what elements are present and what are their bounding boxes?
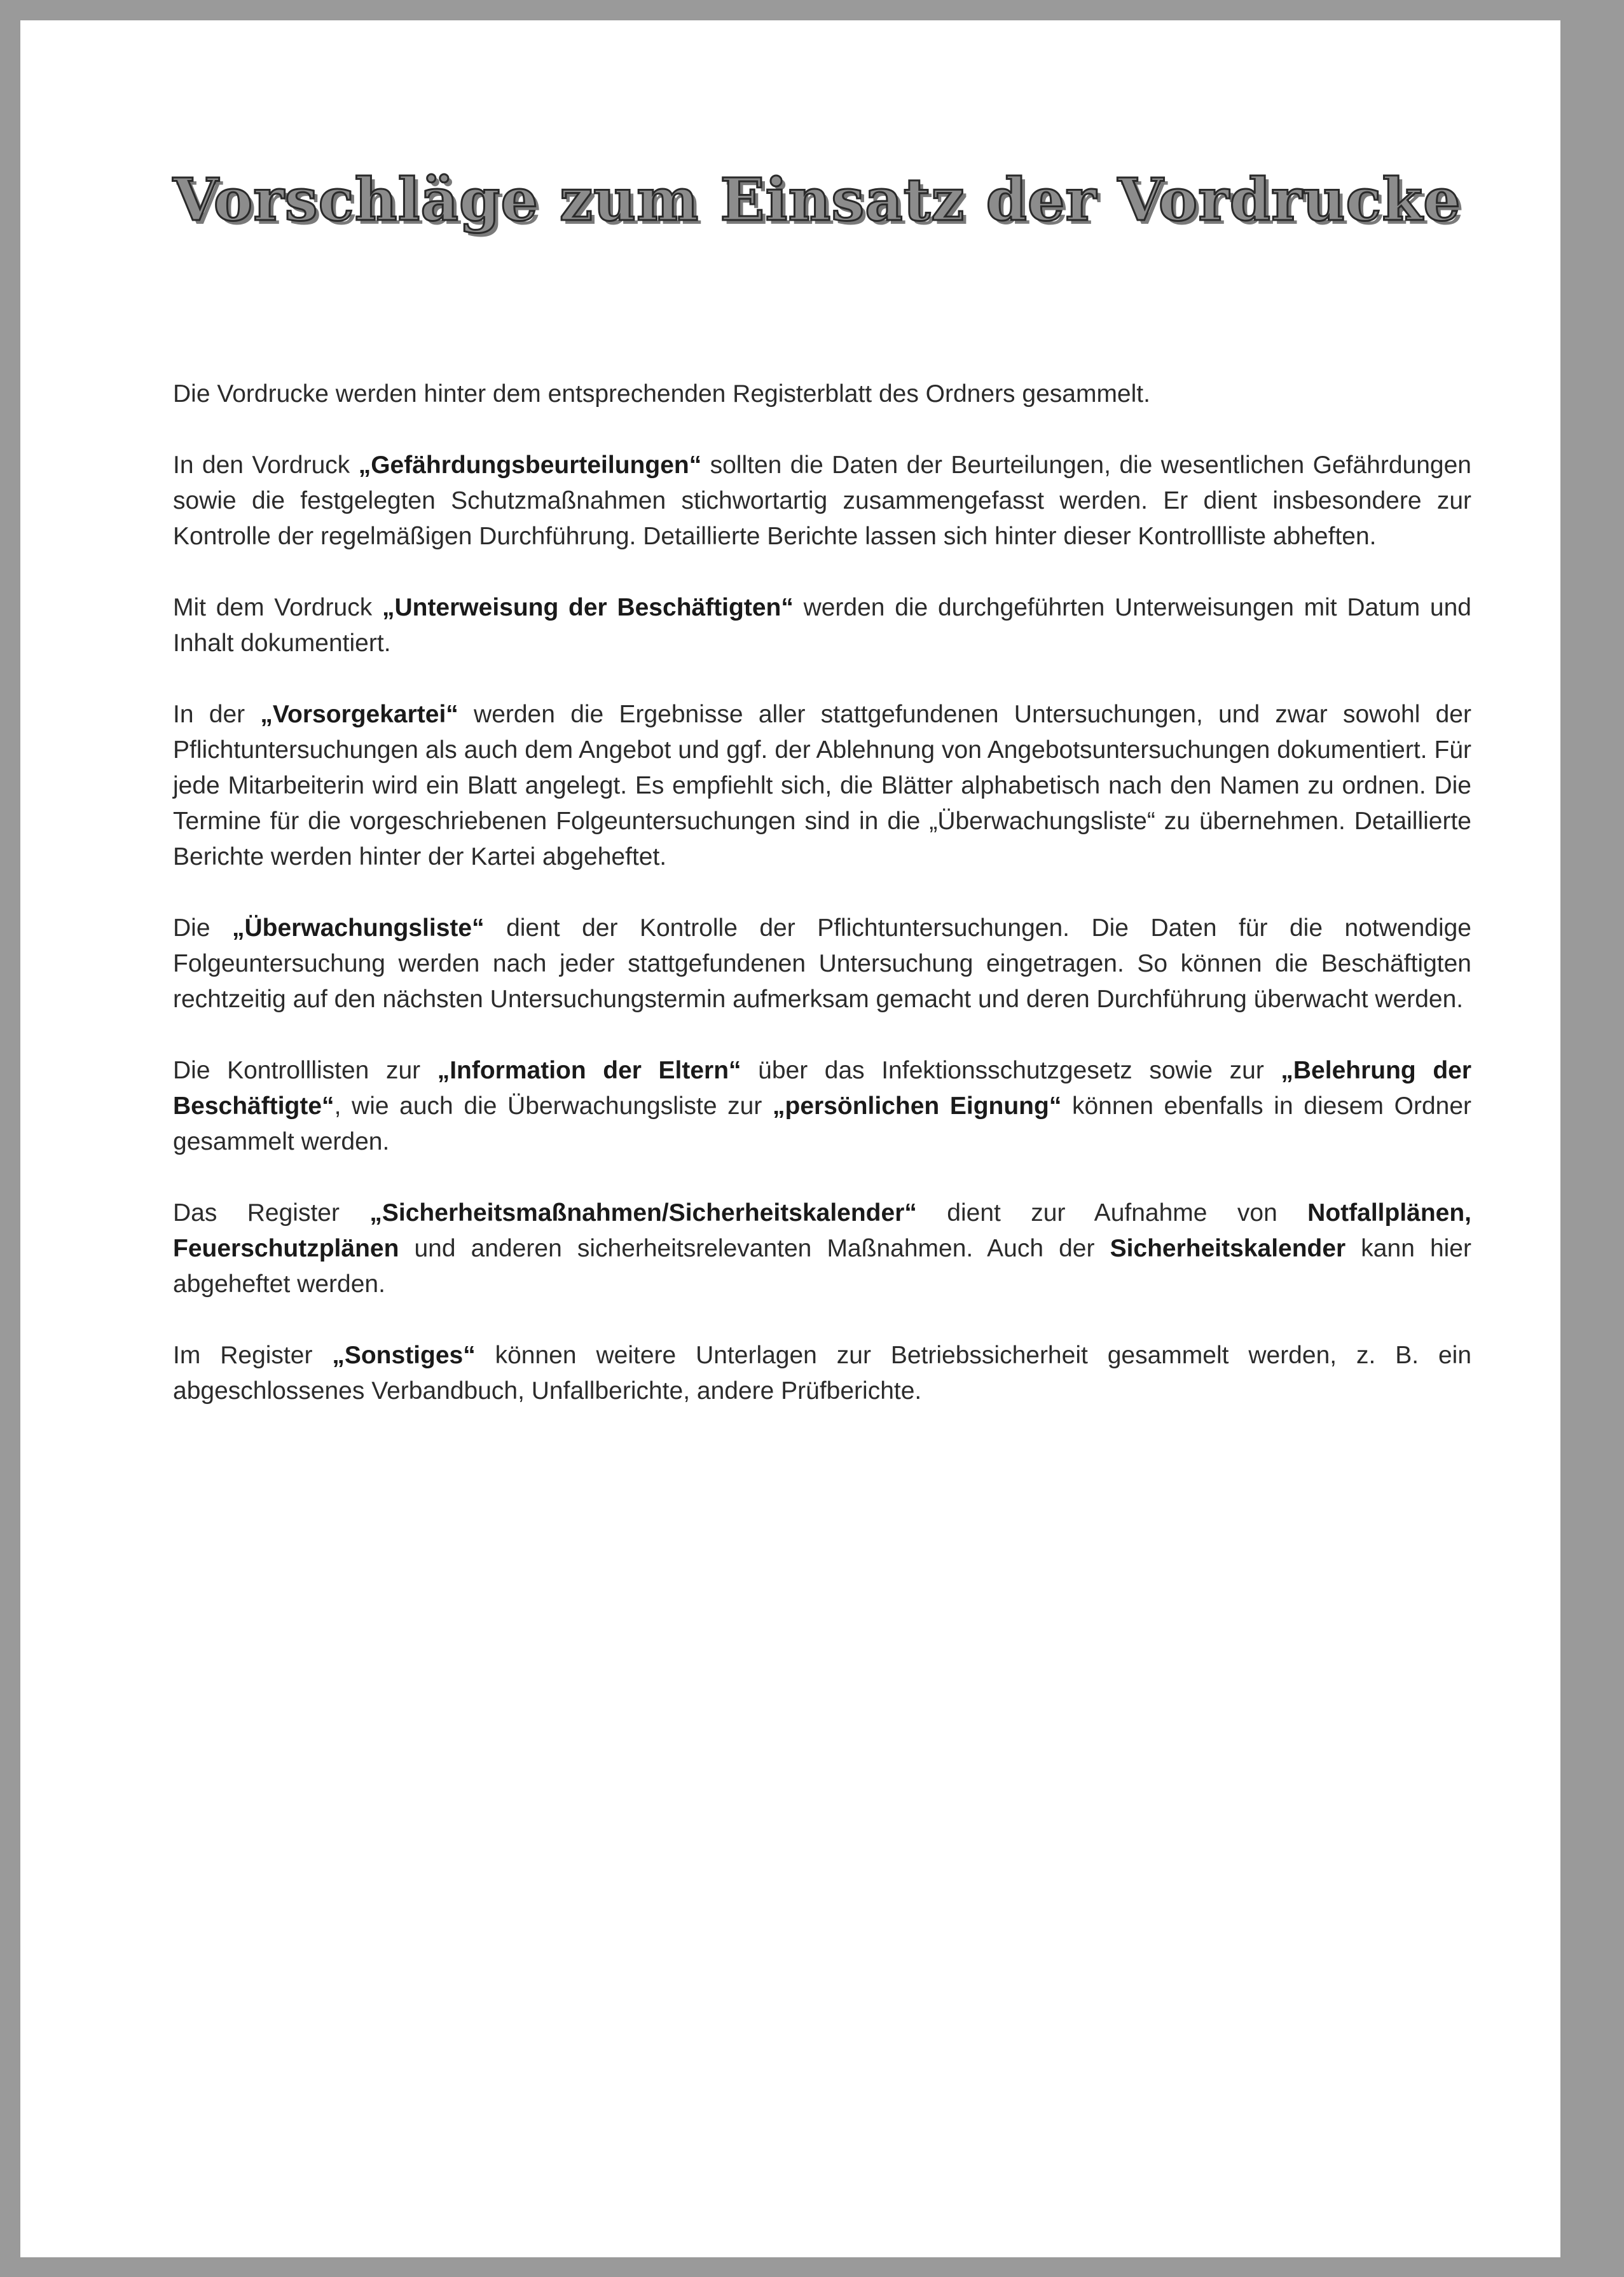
bold-term: Notfallplänen, Feuerschutzplänen	[173, 1199, 1472, 1262]
bold-term: „Unterweisung der Beschäftigten“	[382, 594, 794, 621]
paragraph	[173, 911, 1471, 1017]
bold-term: „persönlichen Eignung“	[773, 1092, 1062, 1120]
paragraph	[173, 590, 1471, 661]
page-title: Vorschläge zum Einsatz der Vordrucke	[173, 165, 1461, 234]
paragraph	[173, 697, 1471, 875]
text-run: werden die durchgeführten Unterweisungen mit Datum und Inhalt dokumentiert.	[173, 594, 1471, 657]
text-run: werden die Ergebnisse aller stattgefundenen Untersuchungen, und zwar sowohl der Pflichtuntersuchungen als auch dem Angebot und ggf. der Ablehnung von Angebotsuntersuchungen dokumentiert. Für jede Mitarbeiterin wird ein Blatt angelegt. Es empfiehlt sich, die Blätter alphabetisch nach den Namen zu ordnen. Die Termine für die vorgeschriebenen Folgeuntersuchungen sind in die „Überwachungsliste“ zu übernehmen. Detaillierte Berichte werden hinter der Kartei abgeheftet.	[173, 701, 1471, 870]
bold-term: „Gefährdungsbeurteilungen“	[358, 451, 702, 479]
paragraph	[173, 1338, 1471, 1409]
text-run: dient zur Aufnahme von	[916, 1199, 1308, 1227]
text-run: , wie auch die Überwachungsliste zur	[334, 1092, 773, 1120]
text-run: Das Register	[173, 1199, 370, 1227]
paragraph	[173, 448, 1471, 554]
bold-term: „Vorsorgekartei“	[260, 701, 458, 728]
text-run: können ebenfalls in diesem Ordner gesammelt werden.	[173, 1092, 1471, 1155]
text-run: können weitere Unterlagen zur Betriebssicherheit gesammelt werden, z. B. ein abgeschlossenes Verbandbuch, Unfallberichte, andere Prüfberichte.	[173, 1342, 1472, 1405]
document-body	[173, 376, 1471, 1445]
text-run: Die	[173, 914, 232, 942]
text-run: dient der Kontrolle der Pflichtuntersuchungen. Die Daten für die notwendige Folgeuntersuchung werden nach jeder stattgefundenen Untersuchung eingetragen. So können die Beschäftigten rechtzeitig auf den nächsten Untersuchungstermin aufmerksam gemacht und deren Durchführung überwacht werden.	[173, 914, 1471, 1013]
text-run: über das Infektionsschutzgesetz sowie zur	[741, 1057, 1281, 1084]
document-page	[20, 20, 1560, 2257]
text-run: Mit dem Vordruck	[173, 594, 382, 621]
paragraph	[173, 1053, 1471, 1160]
bold-term: „Sonstiges“	[332, 1342, 476, 1369]
text-run: kann hier abgeheftet werden.	[173, 1235, 1471, 1298]
paragraph	[173, 1195, 1471, 1302]
text-run: sollten die Daten der Beurteilungen, die wesentlichen Gefährdungen sowie die festgelegten Schutzmaßnahmen stichwortartig zusammengefasst werden. Er dient insbesondere zur Kontrolle der regelmäßigen Durchführung. Detaillierte Berichte lassen sich hinter dieser Kontrollliste abheften.	[173, 451, 1471, 550]
text-run: und anderen sicherheitsrelevanten Maßnahmen. Auch der	[399, 1235, 1110, 1262]
text-run: In der	[173, 701, 261, 728]
bold-term: „Überwachungsliste“	[232, 914, 485, 942]
text-run: Die Vordrucke werden hinter dem entsprechenden Registerblatt des Ordners gesammelt.	[173, 380, 1150, 408]
bold-term: „Belehrung der Beschäftigte“	[173, 1057, 1472, 1120]
paragraph	[173, 376, 1471, 412]
text-run: Im Register	[173, 1342, 333, 1369]
bold-term: Sicherheitskalender	[1110, 1235, 1346, 1262]
bold-term: „Sicherheitsmaßnahmen/Sicherheitskalender“	[369, 1199, 917, 1227]
text-run: In den Vordruck	[173, 451, 359, 479]
bold-term: „Information der Eltern“	[437, 1057, 741, 1084]
text-run: Die Kontrolllisten zur	[173, 1057, 437, 1084]
